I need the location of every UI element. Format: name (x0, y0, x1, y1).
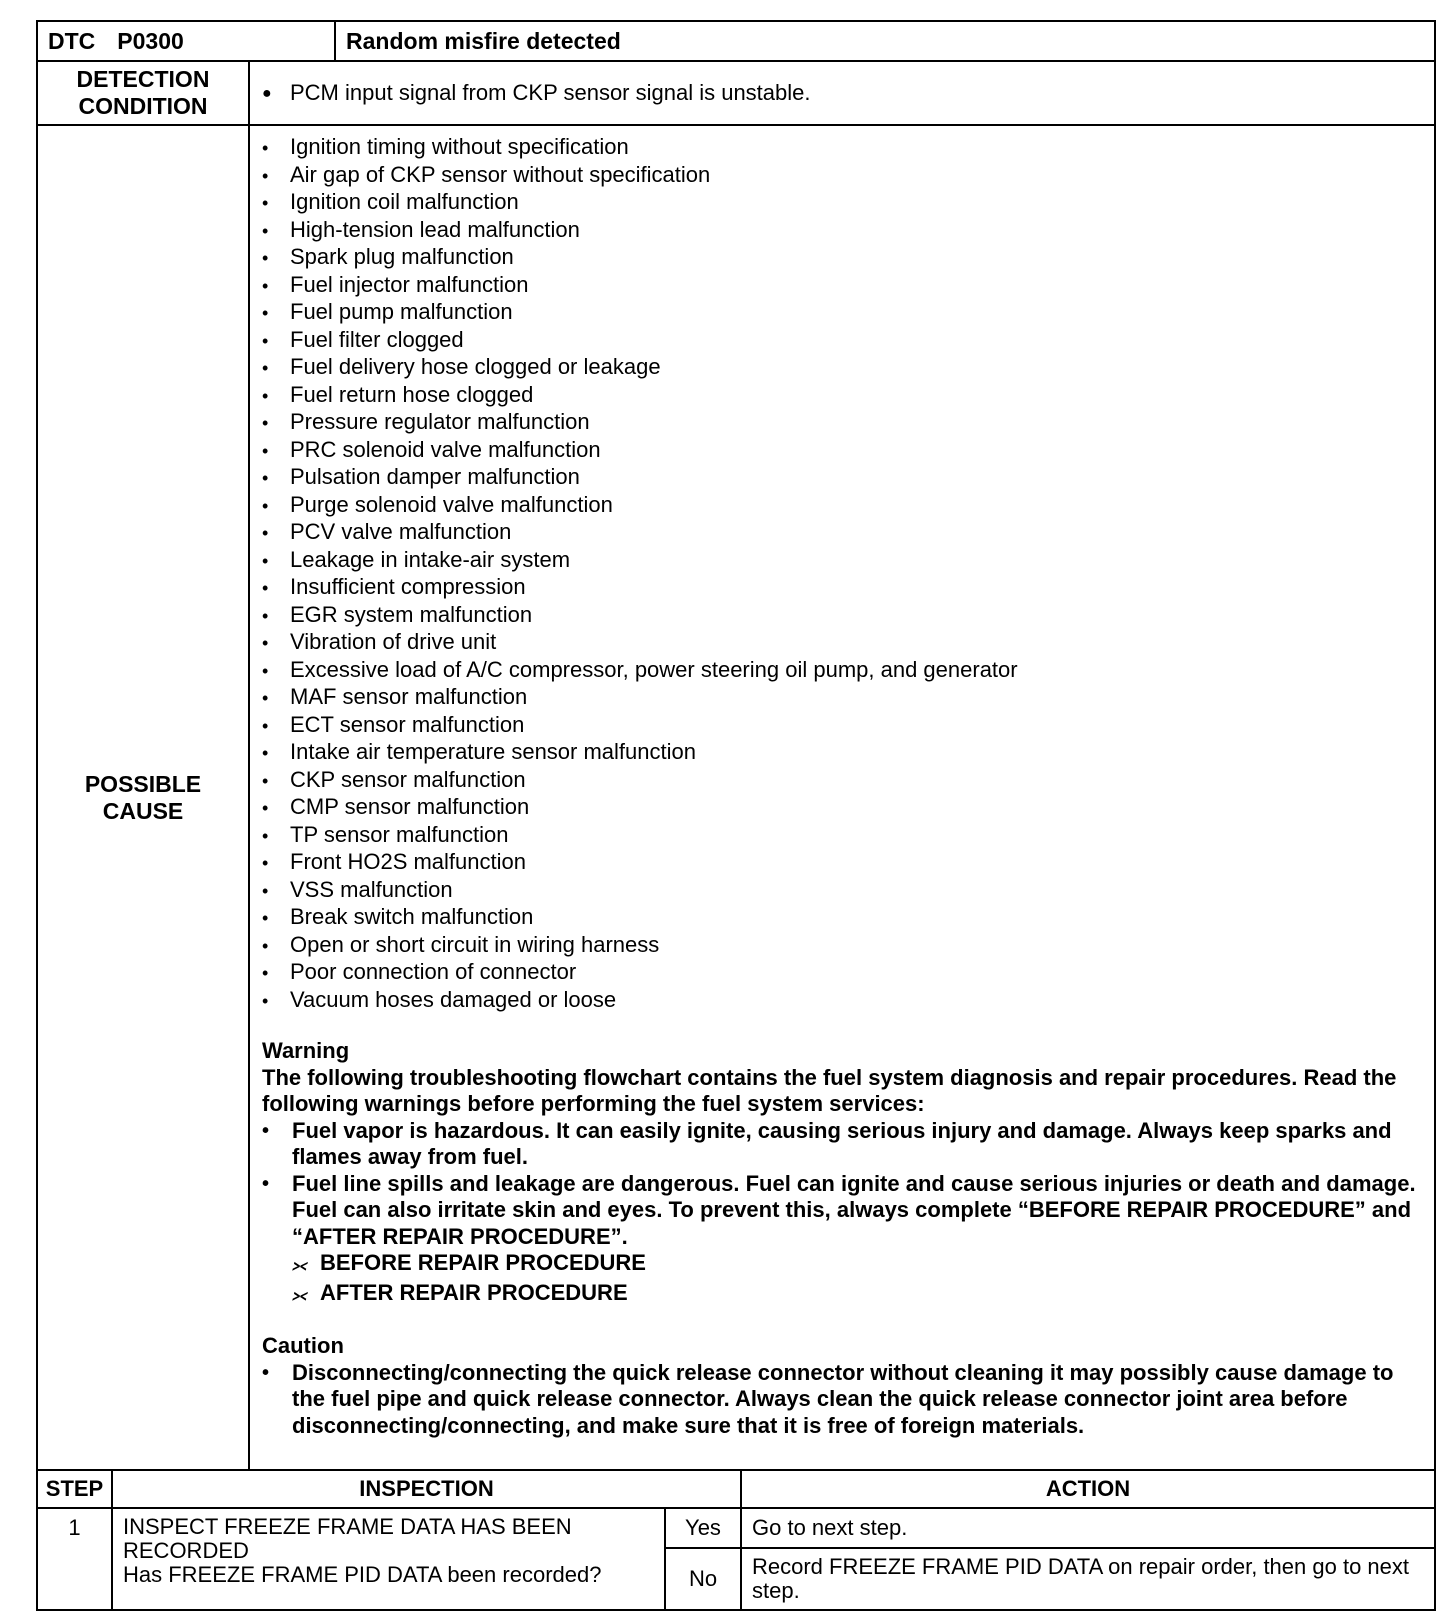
cause-item: • PCV valve malfunction (262, 519, 1422, 547)
step-number: 1 (37, 1508, 112, 1610)
cause-item: • Pulsation damper malfunction (262, 464, 1422, 492)
warning-heading: Warning (262, 1038, 350, 1063)
cause-item: • EGR system malfunction (262, 602, 1422, 630)
ref-after-repair[interactable] (262, 1280, 1422, 1310)
possible-cause-content (249, 125, 1435, 1470)
cause-item: • Ignition coil malfunction (262, 189, 1422, 217)
cause-item: • Front HO2S malfunction (262, 849, 1422, 877)
dtc-sheet (36, 20, 1436, 1611)
dtc-label: DTC (48, 27, 96, 54)
cause-item: • Vibration of drive unit (262, 629, 1422, 657)
step-no-label: No (665, 1548, 741, 1610)
warning-bullet-spills: • Fuel line spills and leakage are dangerous. Fuel can ignite and cause serious injuries or death and damage. Fuel can also irritate skin and eyes. To prevent this, always complete “BEFORE REPAIR PROCEDURE” and “AFTER REPAIR PROCEDURE”. (262, 1171, 1422, 1251)
step-no-action: Record FREEZE FRAME PID DATA on repair order, then go to next step. (741, 1548, 1435, 1610)
ref-after-repair-label: AFTER REPAIR PROCEDURE (320, 1279, 628, 1305)
cause-item: • Vacuum hoses damaged or loose (262, 987, 1422, 1015)
reference-icon: ⪥ (292, 1257, 307, 1274)
cause-item: • Open or short circuit in wiring harness (262, 932, 1422, 960)
detection-label-line1: DETECTION (76, 66, 210, 92)
cause-item: • Fuel delivery hose clogged or leakage (262, 354, 1422, 382)
dtc-code-cell (37, 21, 335, 61)
cause-item: • Fuel pump malfunction (262, 299, 1422, 327)
caution-bullet-connector: • Disconnecting/connecting the quick release connector without cleaning it may possibly cause damage to the fuel pipe and quick release connector. Always clean the quick release connector joint area before disconnecting/connecting, and make sure that it is free of foreign materials. (262, 1360, 1422, 1440)
cause-item: • Excessive load of A/C compressor, power steering oil pump, and generator (262, 657, 1422, 685)
cause-item: • Fuel injector malfunction (262, 272, 1422, 300)
step-yes-action: Go to next step. (741, 1508, 1435, 1548)
col-action: ACTION (741, 1470, 1435, 1508)
cause-item: • Fuel filter clogged (262, 327, 1422, 355)
reference-icon: ⪥ (292, 1286, 307, 1304)
step-yes-label: Yes (665, 1508, 741, 1548)
cause-item: • PRC solenoid valve malfunction (262, 437, 1422, 465)
warning-block (262, 1038, 1422, 1309)
bullet-icon: ● (262, 85, 272, 103)
detection-label-line2: CONDITION (78, 93, 208, 119)
cause-item: • ECT sensor malfunction (262, 712, 1422, 740)
possible-cause-row (37, 125, 1435, 1470)
cause-item: • Spark plug malfunction (262, 244, 1422, 272)
dtc-table (36, 20, 1436, 1471)
cause-item: • TP sensor malfunction (262, 822, 1422, 850)
cause-item: • Leakage in intake-air system (262, 547, 1422, 575)
step-table (36, 1469, 1436, 1611)
ref-before-repair[interactable] (262, 1250, 1422, 1280)
cause-item: • High-tension lead malfunction (262, 217, 1422, 245)
step-row (37, 1508, 1435, 1548)
detection-condition (249, 61, 1435, 125)
col-inspection: INSPECTION (112, 1470, 741, 1508)
possible-cause-label-line2: CAUSE (102, 797, 184, 824)
caution-heading: Caution (262, 1333, 344, 1358)
possible-cause-label (37, 125, 249, 1470)
possible-cause-label-line1: POSSIBLE (84, 770, 202, 797)
col-step: STEP (37, 1470, 112, 1508)
cause-item: • Intake air temperature sensor malfunction (262, 739, 1422, 767)
cause-item: • Ignition timing without specification (262, 134, 1422, 162)
caution-block (262, 1333, 1422, 1439)
step-inspection-question: Has FREEZE FRAME PID DATA been recorded? (123, 1562, 602, 1587)
cause-item: • Purge solenoid valve malfunction (262, 492, 1422, 520)
step-inspection-title: INSPECT FREEZE FRAME DATA HAS BEEN RECORDED (123, 1514, 572, 1563)
ref-before-repair-label: BEFORE REPAIR PROCEDURE (320, 1250, 646, 1275)
warning-intro: The following troubleshooting flowchart contains the fuel system diagnosis and repair procedures. Read the following warnings before performing the fuel system services: (262, 1064, 1397, 1116)
detection-row (37, 61, 1435, 125)
step-inspection (112, 1508, 665, 1610)
cause-item: • Poor connection of connector (262, 959, 1422, 987)
cause-item: • CMP sensor malfunction (262, 794, 1422, 822)
dtc-code: P0300 (117, 27, 184, 54)
cause-item: • Air gap of CKP sensor without specification (262, 162, 1422, 190)
dtc-title: Random misfire detected (335, 21, 1435, 61)
detection-text: PCM input signal from CKP sensor signal is unstable. (290, 80, 811, 105)
detection-label (37, 61, 249, 125)
warning-bullet-vapor: • Fuel vapor is hazardous. It can easily ignite, causing serious injury and damage. Always keep sparks and flames away from fuel. (262, 1118, 1422, 1171)
step-header-row (37, 1470, 1435, 1508)
cause-item: • Break switch malfunction (262, 904, 1422, 932)
cause-list (262, 134, 1422, 1014)
cause-item: • MAF sensor malfunction (262, 684, 1422, 712)
cause-item: • Insufficient compression (262, 574, 1422, 602)
dtc-header-row (37, 21, 1435, 61)
cause-item: • VSS malfunction (262, 877, 1422, 905)
cause-item: • CKP sensor malfunction (262, 767, 1422, 795)
cause-item: • Fuel return hose clogged (262, 382, 1422, 410)
cause-item: • Pressure regulator malfunction (262, 409, 1422, 437)
